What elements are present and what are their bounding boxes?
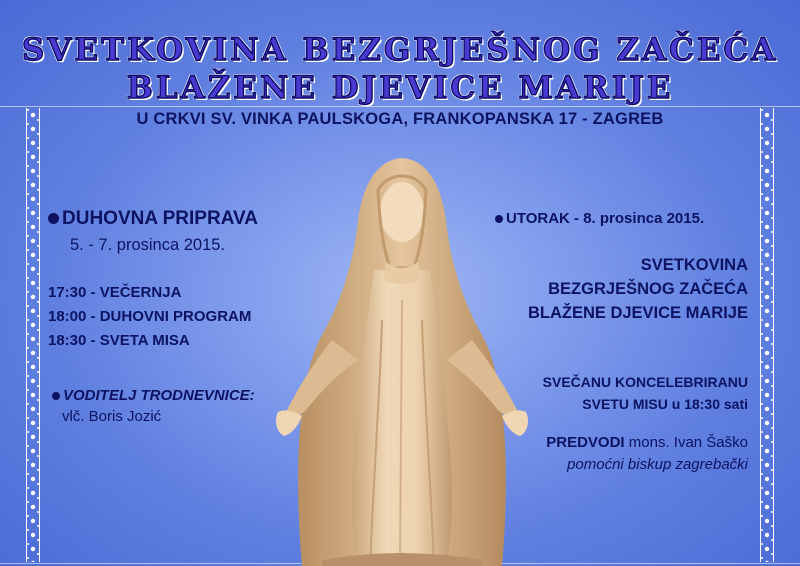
bullet-icon bbox=[495, 215, 503, 223]
schedule-label: - VEČERNJA bbox=[90, 284, 182, 301]
leader-label-text: VODITELJ TRODNEVNICE: bbox=[63, 387, 255, 404]
schedule-label: - DUHOVNI PROGRAM bbox=[90, 308, 252, 325]
title-line-2: BLAŽENE DJEVICE MARIJE bbox=[126, 70, 674, 106]
feast-line: SVETKOVINA bbox=[640, 256, 748, 274]
lace-border-right bbox=[760, 108, 774, 562]
schedule-label: - SVETA MISA bbox=[90, 332, 190, 349]
leader-label bbox=[52, 387, 255, 404]
left-heading-text: DUHOVNA PRIPRAVA bbox=[62, 208, 258, 229]
left-dates: 5. - 7. prosinca 2015. bbox=[70, 236, 226, 254]
feast-line: BLAŽENE DJEVICE MARIJE bbox=[527, 304, 748, 322]
schedule-time: 18:30 bbox=[48, 332, 87, 349]
feast-line: BEZGRJEŠNOG ZAČEĆA bbox=[548, 280, 748, 298]
lace-border-left bbox=[26, 108, 40, 562]
location-text: U CRKVI SV. VINKA PAULSKOGA, FRANKOPANSKA 17 - ZAGREB bbox=[136, 110, 664, 128]
schedule-time: 17:30 bbox=[48, 284, 87, 301]
title-line-1: SVETKOVINA BEZGRJEŠNOG ZAČEĆA bbox=[21, 32, 779, 68]
left-heading bbox=[48, 208, 258, 230]
right-date-text: UTORAK - 8. prosinca 2015. bbox=[506, 210, 705, 227]
presider-role: pomoćni biskup zagrebački bbox=[567, 456, 748, 473]
presider-name: mons. Ivan Šaško bbox=[628, 434, 748, 451]
schedule-time: 18:00 bbox=[48, 308, 87, 325]
right-date bbox=[495, 210, 704, 227]
schedule-row bbox=[48, 308, 251, 325]
leader-name: vlč. Boris Jozić bbox=[62, 408, 162, 425]
schedule-row bbox=[48, 332, 190, 349]
presider-line bbox=[546, 434, 748, 451]
presider-bold: PREDVODI bbox=[546, 434, 625, 451]
schedule-row bbox=[48, 284, 181, 301]
bullet-icon bbox=[48, 213, 59, 224]
mass-line: SVEČANU KONCELEBRIRANU bbox=[542, 374, 748, 390]
mass-line: SVETU MISU u 18:30 sati bbox=[582, 396, 748, 412]
bullet-icon bbox=[52, 392, 60, 400]
